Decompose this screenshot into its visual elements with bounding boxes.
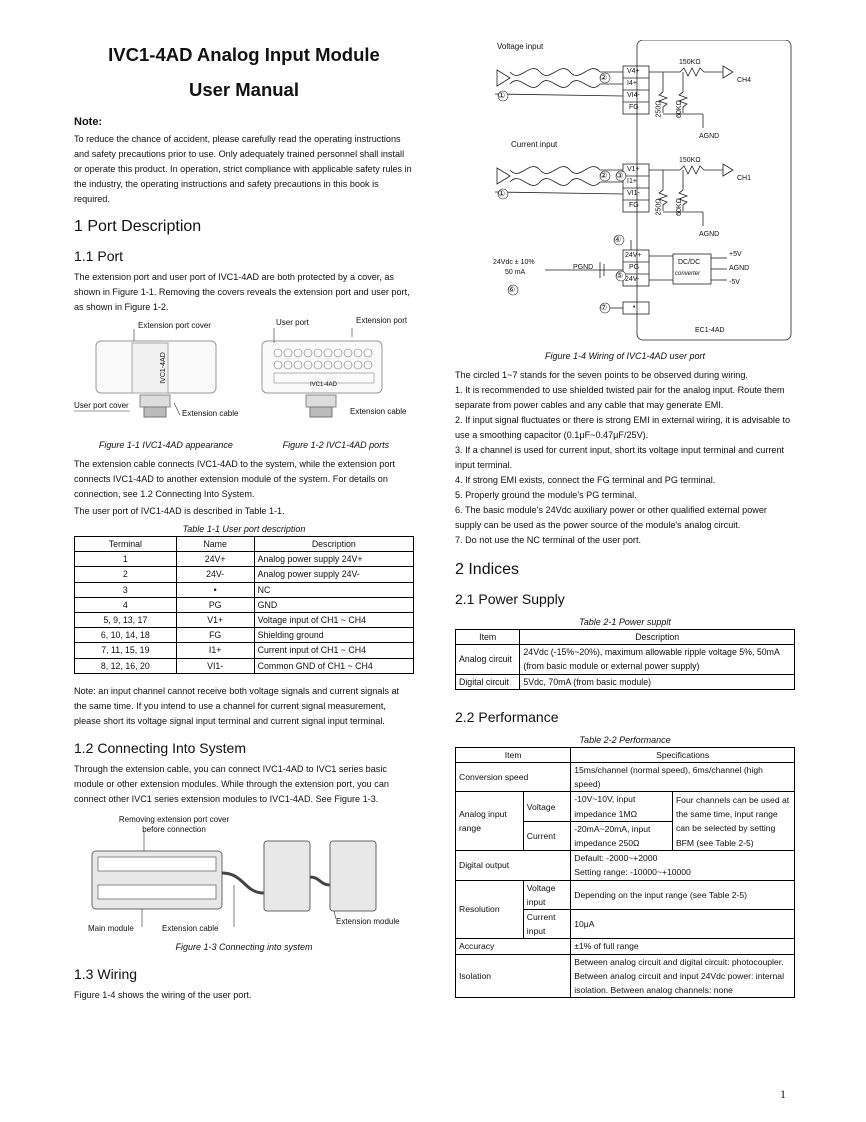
section-2-heading: 2 Indices [455, 561, 520, 578]
term-pg: PG [629, 264, 640, 271]
table-row: Conversion speed 15ms/channel (normal speed), 6ms/channel (high speed) [456, 763, 795, 792]
wiring-voltage-input-label: Voltage input [497, 42, 544, 51]
section-1-1-heading: 1.1 Port [74, 248, 124, 264]
section-2-1-heading: 2.1 Power Supply [455, 591, 565, 607]
agnd-label-3: AGND [729, 265, 750, 272]
converter-label: converter [675, 271, 701, 277]
right-column [455, 40, 795, 998]
dcdc-label: DC/DC [678, 259, 701, 266]
section-1-1-text-2: The extension cable connects IVC1-4AD to the system, while the extension port connects IVC1-4AD to another extension module of the system. For details on connection, see 1.2 Connecting Into System. [74, 459, 395, 499]
table-row: 8, 12, 16, 20 VI1- Common GND of CH1 ~ CH4 [75, 658, 414, 673]
table-1-1-caption: Table 1-1 User port description [182, 524, 306, 534]
table-2-1 [455, 629, 795, 690]
agnd-label-2: AGND [699, 231, 720, 238]
table-header: Description [254, 537, 413, 552]
module-label: EC1-4AD [695, 327, 725, 334]
term-v4plus: V4+ [627, 68, 640, 75]
table-row: Analog input range Voltage -10V~10V, input impedance 1MΩ Four channels can be used at the same time, input range can be selected by setting BFM (see Table 2-5) [456, 792, 795, 821]
section-1-3-text: Figure 1-4 shows the wiring of the user port. [74, 989, 252, 1000]
figures-1-1-1-2 [74, 316, 414, 443]
figure-1-4-caption: Figure 1-4 Wiring of IVC1-4AD user port [545, 351, 705, 361]
point-1b: ① [498, 189, 506, 198]
term-24vminus: 24V- [625, 276, 640, 283]
resistor-250-2: 250Ω [655, 198, 663, 216]
term-fg-2: FG [629, 202, 639, 209]
table-header: Item [456, 747, 571, 762]
point-2b: ② [600, 171, 608, 180]
term-i1plus: I1+ [627, 178, 637, 185]
table-row: Resolution Voltage input Depending on the input range (see Table 2-5) [456, 880, 795, 909]
point-2a: ② [600, 73, 608, 82]
list-item: 5. Properly ground the module's PG terminal. [455, 490, 637, 500]
list-item: 1. It is recommended to use shielded twisted pair for the analog input. Route them separate from power cables and any cable that may generate EMI. [455, 385, 785, 410]
table-1-1 [74, 536, 414, 674]
agnd-label-1: AGND [699, 133, 720, 140]
table-row: Isolation Between analog circuit and digital circuit: photocoupler. Between analog circuit and input 24Vdc power: internal isolation. Between analog channels: none [456, 954, 795, 998]
term-i4plus: I4+ [627, 80, 637, 87]
table-row: 7, 11, 15, 19 I1+ Current input of CH1 ~ CH4 [75, 643, 414, 658]
term-fg-1: FG [629, 104, 639, 111]
term-vi1minus: VI1- [627, 190, 640, 197]
plus5v-label: +5V [729, 251, 742, 258]
table-header: Name [176, 537, 254, 552]
label-extension-cable-2: Extension cable [350, 407, 407, 416]
table-2-1-caption: Table 2-1 Power supplt [579, 617, 671, 627]
list-item: 7. Do not use the NC terminal of the user port. [455, 535, 642, 545]
point-3: ③ [616, 171, 624, 180]
left-column [74, 40, 414, 1003]
pgnd-label: PGND [573, 264, 594, 271]
label-user-port: User port [276, 318, 309, 327]
table-row: 3 • NC [75, 582, 414, 597]
point-5: ⑤ [616, 271, 624, 280]
resistor-250-1: 250Ω [655, 100, 663, 118]
table-row: 4 PG GND [75, 597, 414, 612]
section-2-2-heading: 2.2 Performance [455, 708, 559, 725]
figure-1-2-caption: Figure 1-2 IVC1-4AD ports [282, 440, 390, 450]
resistor-150k-1: 150KΩ [679, 59, 701, 66]
figure-1-3-caption: Figure 1-3 Connecting into system [175, 941, 313, 952]
section-1-heading: 1 Port Description [74, 218, 202, 235]
table-header: Item [456, 630, 520, 645]
table-row: 1 24V+ Analog power supply 24V+ [75, 552, 414, 567]
note-text: To reduce the chance of accident, please carefully read the operating instructions and safety precautions prior to use. Only adequately trained personnel shall install or operate this product. In operation, strict compliance with applicable safety rules in the industry, the operating instructions and safety precautions in this book is required. [74, 134, 412, 204]
term-v1plus: V1+ [627, 166, 640, 173]
wiring-current-input-label: Current input [511, 140, 558, 149]
module-name-1: IVC1-4AD [159, 352, 167, 384]
list-item: 3. If a channel is used for current input, short its voltage input terminal and current input terminal. [455, 445, 785, 470]
section-1-1-note: Note: an input channel cannot receive both voltage signals and current signals at the same time. If you intend to use a channel for current signal measurement, please short its voltage signal input terminal and current signal input terminal. [74, 685, 400, 726]
list-item: 6. The basic module's 24Vdc auxiliary power or other qualified external power supply can be used as the power source of the module's analog circuit. [455, 505, 767, 530]
term-vi4minus: VI4- [627, 92, 640, 99]
figure-1-4 [455, 40, 795, 342]
figure-1-1-caption: Figure 1-1 IVC1-4AD appearance [98, 440, 233, 450]
table-2-2-caption: Table 2-2 Performance [579, 734, 671, 745]
page-number: 1 [780, 1087, 786, 1101]
figure-1-3 [74, 813, 414, 941]
nc-terminal: • [633, 304, 636, 311]
section-1-1-text: The extension port and user port of IVC1-4AD are both protected by a cover, as shown in Figure 1-1. Removing the covers reveals the extension port and user port, as shown in Figure 1-2. [74, 272, 410, 312]
psu-voltage-label: 24Vdc ± 10% [493, 259, 535, 266]
point-6: ⑥ [508, 285, 516, 294]
channel-ch4-label: CH4 [737, 77, 752, 84]
table-header: Description [520, 630, 795, 645]
list-item: 4. If strong EMI exists, connect the FG terminal and PG terminal. [455, 475, 716, 485]
wiring-intro: The circled 1~7 stands for the seven points to be observed during wiring. [455, 370, 748, 380]
label-extension-module: Extension module [336, 916, 400, 926]
resistor-60k-2: 60KΩ [675, 198, 683, 216]
note-heading: Note: [74, 116, 103, 128]
module-name-2: IVC1-4AD [310, 382, 338, 388]
table-header: Specifications [571, 747, 795, 762]
table-row: Current input 10μA [456, 910, 795, 939]
point-4: ④ [614, 235, 622, 244]
psu-current-label: 50 mA [505, 269, 526, 276]
table-row: Analog circuit 24Vdc (-15%~20%), maximum allowable ripple voltage 5%, 50mA (from basic module or external power supply) [456, 645, 795, 674]
section-1-2-heading: 1.2 Connecting Into System [74, 739, 246, 756]
table-row: 5, 9, 13, 17 V1+ Voltage input of CH1 ~ CH4 [75, 613, 414, 628]
section-1-2-text: Through the extension cable, you can connect IVC1-4AD to IVC1 series basic module or other extension modules. While through the extension port, you can connect other IVC1 series extension modules to IVC1-4AD. See Figure 1-3. [74, 763, 389, 804]
term-24vplus: 24V+ [625, 252, 642, 259]
label-extension-cable-3: Extension cable [162, 923, 219, 933]
section-1-3-heading: 1.3 Wiring [74, 965, 138, 982]
resistor-60k-1: 60KΩ [675, 100, 683, 118]
resistor-150k-2: 150KΩ [679, 157, 701, 164]
point-7: ⑦ [600, 303, 608, 312]
label-extension-port: Extension port [356, 316, 408, 325]
label-main-module: Main module [88, 923, 134, 933]
section-1-1-text-3: The user port of IVC1-4AD is described in Table 1-1. [74, 506, 285, 516]
table-row: Accuracy ±1% of full range [456, 939, 795, 954]
table-row: Digital circuit 5Vdc, 70mA (from basic module) [456, 674, 795, 689]
doc-subtitle: User Manual [188, 79, 299, 100]
table-row: 2 24V- Analog power supply 24V- [75, 567, 414, 582]
label-remove-cover: Removing extension port cover before connection [118, 814, 230, 834]
channel-ch1-label: CH1 [737, 175, 752, 182]
wiring-notes-list [455, 383, 795, 548]
label-user-port-cover: User port cover [74, 401, 129, 410]
label-extension-cable-1: Extension cable [182, 409, 239, 418]
table-row: Digital output Default: -2000~+2000 Setting range: -10000~+10000 [456, 851, 795, 880]
table-header: Terminal [75, 537, 177, 552]
point-1a: ① [498, 91, 506, 100]
doc-title: IVC1-4AD Analog Input Module [108, 44, 380, 65]
minus5v-label: -5V [729, 279, 740, 286]
label-extension-port-cover: Extension port cover [138, 321, 211, 330]
table-2-2 [455, 747, 795, 998]
table-row: 6, 10, 14, 18 FG Shielding ground [75, 628, 414, 643]
table-row: Current -20mA~20mA, input impedance 250Ω [456, 821, 795, 850]
list-item: 2. If input signal fluctuates or there is strong EMI in external wiring, it is advisable to use a smoothing capacitor (0.1μF~0.47μF/25V). [455, 415, 791, 440]
